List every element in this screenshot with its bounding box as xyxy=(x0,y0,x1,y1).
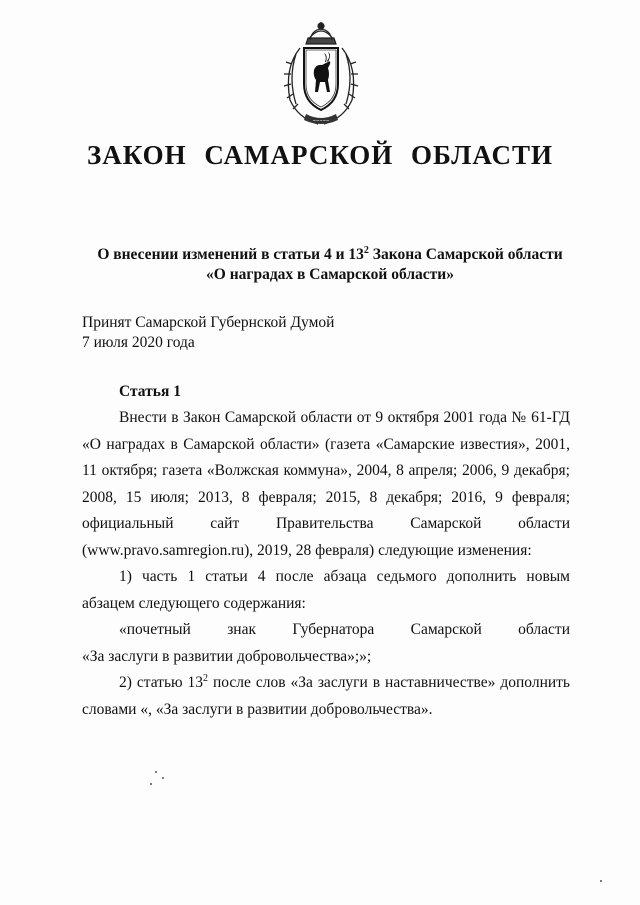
article-body xyxy=(82,405,570,723)
scan-speck xyxy=(600,880,602,882)
article-item-1: 1) часть 1 статьи 4 после абзаца седьмого дополнить новым абзацем следующего содержания: xyxy=(82,568,570,612)
article-item-2 xyxy=(82,670,570,723)
quote-word: «почетный xyxy=(119,621,191,638)
quote-word: Губернатора xyxy=(292,621,375,638)
scan-speck xyxy=(150,783,152,785)
subject-sup: 2 xyxy=(363,244,369,256)
quote-line-1 xyxy=(82,617,570,644)
article-heading: Статья 1 xyxy=(119,383,181,400)
scan-speck xyxy=(155,771,157,773)
adoption-body: Принят Самарской Губернской Думой xyxy=(82,314,335,331)
subject-line2: «О наградах в Самарской области» xyxy=(206,266,454,283)
samara-region-coat-of-arms-icon xyxy=(278,18,364,130)
quote-word: области xyxy=(518,621,570,638)
quote-word: знак xyxy=(227,621,257,638)
law-subject xyxy=(60,245,600,285)
law-title: ЗАКОН САМАРСКОЙ ОБЛАСТИ xyxy=(87,140,553,170)
quote-word: Самарской xyxy=(410,621,482,638)
article-intro: Внести в Закон Самарской области от 9 октября 2001 года № 61-ГД «О наградах в Самарской области» (газета «Самарские известия», 2001, 11 октября; газета «Волжская коммуна», 2004, 8 апреля; 2006, 9 декабря; 2008, 15 июля; 2013, 8 февраля; 2015, 8 декабря; 2016, 9 февраля; официальный сайт Правительства Самарской области (www.pravo.samregion.ru), 2019, 28 февраля) следующие изменения: xyxy=(82,409,570,559)
item2-sup: 2 xyxy=(203,672,209,684)
scan-speck xyxy=(162,777,164,779)
svg-text:~~~~~: ~~~~~ xyxy=(312,118,330,123)
quote-line-2: «За заслуги в развитии добровольчества»;»; xyxy=(82,647,372,665)
subject-line1-post: Закона Самарской области xyxy=(368,246,563,263)
adoption-date: 7 июля 2020 года xyxy=(82,334,195,351)
adoption-note xyxy=(82,313,334,353)
item2-pre: 2) статью 13 xyxy=(119,674,204,691)
item2-post: после слов «За заслуги в наставничестве» дополнить словами «, «За заслуги в развитии добровольчества». xyxy=(82,674,570,718)
subject-line1-pre: О внесении изменений в статьи 4 и 13 xyxy=(97,246,364,263)
